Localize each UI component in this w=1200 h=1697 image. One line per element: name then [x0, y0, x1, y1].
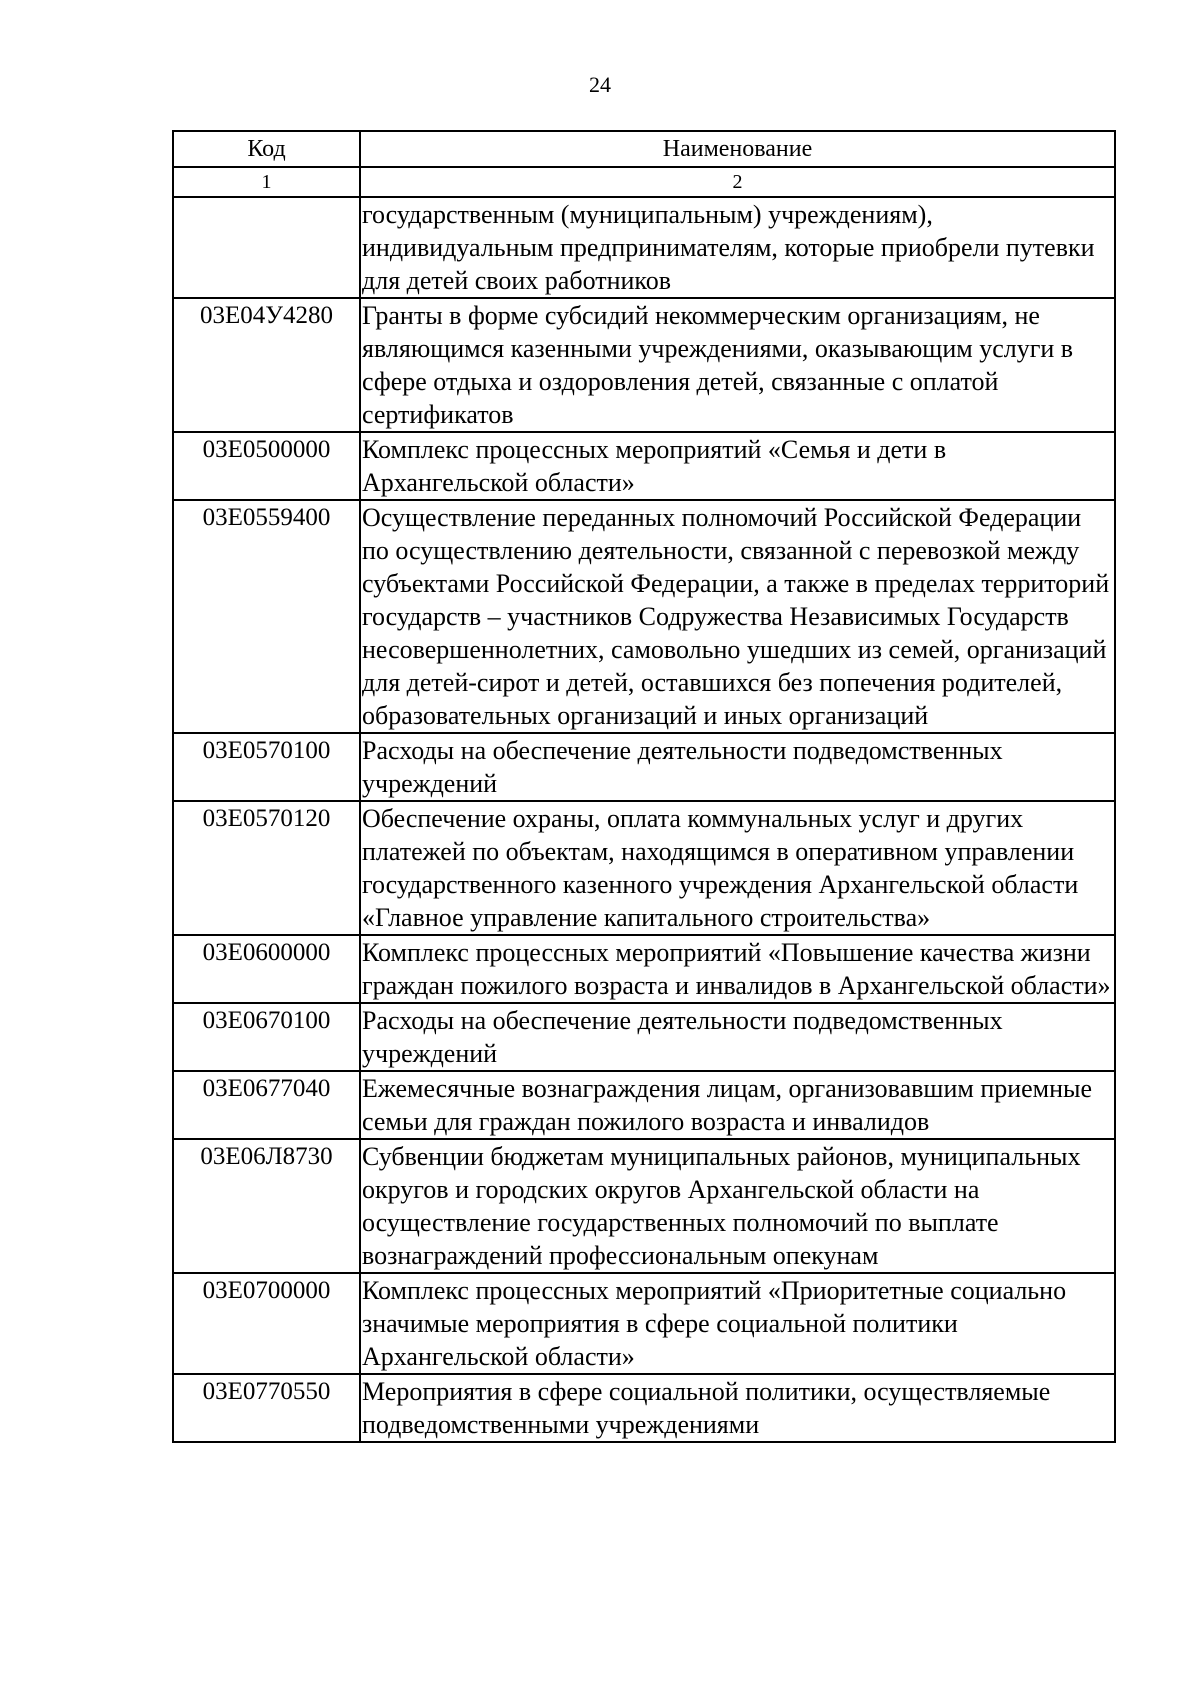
row-name: Комплекс процессных мероприятий «Повышение качества жизни граждан пожилого возраста и инвалидов в Архангельской области» [360, 935, 1115, 1003]
row-name: Обеспечение охраны, оплата коммунальных услуг и других платежей по объектам, находящимся в оперативном управлении государственного казенного учреждения Архангельской области «Главное управление капитального строительства» [360, 801, 1115, 935]
table-row [173, 1273, 1115, 1374]
row-name: Расходы на обеспечение деятельности подведомственных учреждений [360, 1003, 1115, 1071]
row-name: Комплекс процессных мероприятий «Семья и дети в Архангельской области» [360, 432, 1115, 500]
row-name: государственным (муниципальным) учреждениям), индивидуальным предпринимателям, которые приобрели путевки для детей своих работников [360, 197, 1115, 298]
row-code: 03Е0559400 [173, 500, 360, 733]
row-code: 03Е0770550 [173, 1374, 360, 1442]
column-number-2: 2 [360, 167, 1115, 197]
table-row [173, 801, 1115, 935]
row-name: Ежемесячные вознаграждения лицам, организовавшим приемные семьи для граждан пожилого возраста и инвалидов [360, 1071, 1115, 1139]
row-name: Расходы на обеспечение деятельности подведомственных учреждений [360, 733, 1115, 801]
row-code: 03Е0570120 [173, 801, 360, 935]
column-number-1: 1 [173, 167, 360, 197]
row-name: Осуществление переданных полномочий Российской Федерации по осуществлению деятельности, связанной с перевозкой между субъектами Российской Федерации, а также в пределах территорий государств – участников Содружества Независимых Государств несовершеннолетних, самовольно ушедших из семей, организаций для детей-сирот и детей, оставшихся без попечения родителей, образовательных организаций и иных организаций [360, 500, 1115, 733]
row-name: Субвенции бюджетам муниципальных районов, муниципальных округов и городских округов Архангельской области на осуществление государственных полномочий по выплате вознаграждений профессиональным опекунам [360, 1139, 1115, 1273]
table-row [173, 298, 1115, 432]
page-number: 24 [589, 72, 611, 97]
row-name: Гранты в форме субсидий некоммерческим организациям, не являющимся казенными учреждениями, оказывающим услуги в сфере отдыха и оздоровления детей, связанные с оплатой сертификатов [360, 298, 1115, 432]
table-row [173, 935, 1115, 1003]
budget-code-table [172, 130, 1116, 1443]
table-row [173, 1374, 1115, 1442]
row-code: 03Е0677040 [173, 1071, 360, 1139]
header-code: Код [173, 131, 360, 167]
row-code: 03Е0500000 [173, 432, 360, 500]
table-row [173, 432, 1115, 500]
table-row [173, 1139, 1115, 1273]
row-code: 03Е06Л8730 [173, 1139, 360, 1273]
table-body [173, 197, 1115, 1442]
table-row [173, 197, 1115, 298]
table-header-row [173, 131, 1115, 167]
table-row [173, 1071, 1115, 1139]
row-code: 03Е04У4280 [173, 298, 360, 432]
row-code [173, 197, 360, 298]
column-number-row [173, 167, 1115, 197]
row-name: Мероприятия в сфере социальной политики, осуществляемые подведомственными учреждениями [360, 1374, 1115, 1442]
row-code: 03Е0670100 [173, 1003, 360, 1071]
table-row [173, 1003, 1115, 1071]
row-name: Комплекс процессных мероприятий «Приоритетные социально значимые мероприятия в сфере социальной политики Архангельской области» [360, 1273, 1115, 1374]
table-row [173, 500, 1115, 733]
row-code: 03Е0600000 [173, 935, 360, 1003]
row-code: 03Е0570100 [173, 733, 360, 801]
header-name: Наименование [360, 131, 1115, 167]
row-code: 03Е0700000 [173, 1273, 360, 1374]
table-row [173, 733, 1115, 801]
